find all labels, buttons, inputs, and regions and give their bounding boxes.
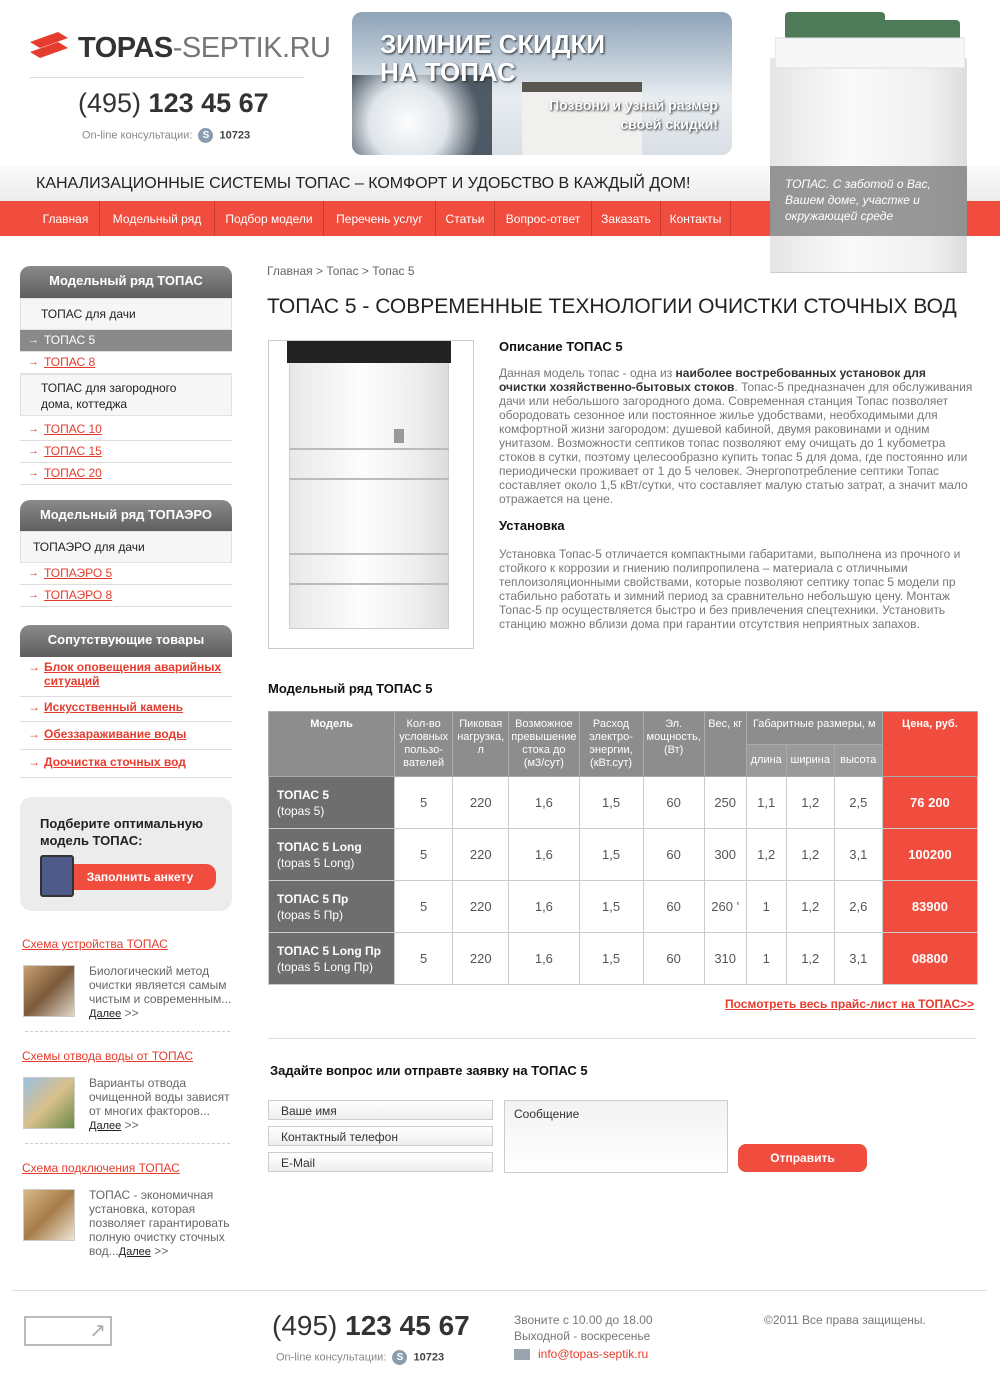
related-item[interactable]: → Доочистка сточных вод xyxy=(20,755,232,778)
name-field[interactable]: Ваше имя xyxy=(268,1100,493,1120)
cell-height: 2,5 xyxy=(834,777,882,829)
message-field[interactable]: Сообщение xyxy=(504,1100,728,1173)
related-item[interactable]: → Блок оповещения аварийных ситуаций xyxy=(20,660,232,697)
more-link[interactable]: Далее xyxy=(89,1120,122,1132)
sidebar-item-topas-20[interactable]: → ТОПАС 20 xyxy=(20,463,232,485)
col-height: высота xyxy=(834,744,882,777)
skype-icon[interactable]: S xyxy=(198,128,213,143)
divider xyxy=(25,1143,230,1144)
nav-model-selection[interactable]: Подбор модели xyxy=(215,201,324,236)
nav-model-range[interactable]: Модельный ряд xyxy=(100,201,215,236)
skype-id[interactable]: 10723 xyxy=(413,1351,445,1364)
cell-length: 1,1 xyxy=(746,777,786,829)
arrow-right-icon: → xyxy=(28,467,39,479)
more-link[interactable]: Далее xyxy=(118,1246,151,1258)
models-table xyxy=(268,711,978,985)
sidebar-topas-country[interactable]: ТОПАС для загородного дома, коттеджа xyxy=(20,374,232,416)
footer-email xyxy=(514,1347,648,1361)
arrow-right-icon: → xyxy=(28,700,40,714)
sidebar-item-topas-5[interactable]: → ТОПАС 5 xyxy=(20,330,232,352)
cell-energy: 1,5 xyxy=(579,933,643,985)
cell-power: 60 xyxy=(643,829,704,881)
cell-power: 60 xyxy=(643,777,704,829)
cell-weight: 300 xyxy=(704,829,746,881)
cell-excess: 1,6 xyxy=(509,881,579,933)
fill-form-button[interactable]: Заполнить анкету xyxy=(64,864,216,890)
email-link[interactable]: info@topas-septik.ru xyxy=(538,1347,649,1361)
tagline-text: КАНАЛИЗАЦИОННЫЕ СИСТЕМЫ ТОПАС – КОМФОРТ И УДОБСТВО В КАЖДЫЙ ДОМ! xyxy=(36,175,691,192)
sidebar-topas-title: Модельный ряд ТОПАС xyxy=(20,266,232,298)
related-item[interactable]: → Искусственный камень xyxy=(20,700,232,722)
header-phone: (495) 123 45 67 xyxy=(78,88,269,118)
arrow-right-icon: → xyxy=(28,567,39,579)
col-power: Эл. мощность, (Вт) xyxy=(643,712,704,777)
cell-users: 5 xyxy=(395,881,453,933)
scheme-desc-2: Варианты отвода очищенной воды зависят от многих факторов... Далее >> xyxy=(89,1076,230,1132)
col-excess: Возможное превышение стока до (м3/сут) xyxy=(509,712,579,777)
cell-width: 1,2 xyxy=(786,881,834,933)
nav-home[interactable]: Главная xyxy=(32,201,100,236)
col-weight: Вес, кг xyxy=(704,712,746,777)
col-energy: Расход электро-энергии, (кВт.сут) xyxy=(579,712,643,777)
scheme-thumbnail-2[interactable] xyxy=(23,1077,75,1129)
site-logo[interactable] xyxy=(28,26,331,76)
arrow-right-icon: → xyxy=(28,589,39,601)
arrow-right-icon: → xyxy=(28,423,39,435)
arrow-up-right-icon: ↗ xyxy=(89,1320,106,1342)
picker-title: Подберите оптимальную модель ТОПАС: xyxy=(40,816,204,848)
models-table-title: Модельный ряд ТОПАС 5 xyxy=(268,681,433,696)
cell-excess: 1,6 xyxy=(509,933,579,985)
cell-power: 60 xyxy=(643,881,704,933)
banner-subtitle: Позвони и узнай размер своей скидки! xyxy=(549,97,718,132)
table-row xyxy=(269,881,978,933)
nav-contacts[interactable]: Контакты xyxy=(661,201,731,236)
tank-ribs-icon xyxy=(289,359,449,629)
banner-title: ЗИМНИЕ СКИДКИ НА ТОПАС xyxy=(380,29,606,87)
related-item[interactable]: → Обеззараживание воды xyxy=(20,727,232,750)
arrow-right-icon: → xyxy=(28,334,39,346)
cell-peak: 220 xyxy=(453,777,509,829)
footer-consult: On-line консультации: S 10723 xyxy=(276,1351,445,1364)
col-width: ширина xyxy=(786,744,834,777)
scheme-link-3[interactable]: Схема подключения ТОПАС xyxy=(22,1161,180,1175)
model-picker-widget xyxy=(20,797,232,911)
sidebar-item-aero-5[interactable]: → ТОПАЭРО 5 xyxy=(20,563,232,585)
price-list-link[interactable]: Посмотреть весь прайс-лист на ТОПАС>> xyxy=(725,997,975,1011)
footer-divider xyxy=(12,1290,987,1291)
cell-users: 5 xyxy=(395,777,453,829)
table-row xyxy=(269,777,978,829)
online-consult: On-line консультации: S 10723 xyxy=(82,129,251,142)
sidebar-related-title: Сопутствующие товары xyxy=(20,625,232,657)
email-field[interactable]: E-Mail xyxy=(268,1152,493,1172)
col-model: Модель xyxy=(269,712,395,777)
logo-text: TOPAS-SEPTIK.RU xyxy=(78,32,331,64)
banner-photo-tree xyxy=(352,75,492,155)
installation-title: Установка xyxy=(499,518,565,533)
breadcrumb[interactable]: Главная > Топас > Топас 5 xyxy=(267,264,415,278)
col-price: Цена, руб. xyxy=(882,712,977,777)
description-title: Описание ТОПАС 5 xyxy=(499,339,623,354)
skype-id[interactable]: 10723 xyxy=(219,129,251,142)
sidebar-topas-dacha[interactable]: ТОПАС для дачи xyxy=(20,298,232,330)
arrow-right-icon: → xyxy=(28,445,39,457)
table-row xyxy=(269,933,978,985)
cell-excess: 1,6 xyxy=(509,829,579,881)
footer-logo-box[interactable] xyxy=(24,1316,112,1346)
arrow-right-icon: → xyxy=(28,755,40,769)
col-dimensions: Габаритные размеры, м xyxy=(746,712,882,745)
cell-length: 1,2 xyxy=(746,829,786,881)
skype-icon[interactable]: S xyxy=(392,1350,407,1365)
model-name-cell[interactable]: ТОПАС 5 Пр (topas 5 Пр) xyxy=(269,881,395,933)
cell-length: 1 xyxy=(746,933,786,985)
description-text: Данная модель топас - одна из наиболее востребованных установок для очистки хозяйственно-бытовых стоков. Топас-5 предназначен для обслуживания дачи или небольшого загородного дома. Современная станция Топас позволяет обородовать сезонное или постоянное жилье удобствами, необходимыми для комфортной жизни загородом: душевой кабиной, двумя раковинами и одним унитазом. Возможности септиков топас позволяют ему очищать до 1 кубометра стоков в сутки, поэтому целесообразно купить топас 5 для дома, где постоянно или периодически проживает от 1 до 5 человек. Энергопотребление септики Топас составляет около 1,5 кВт/сутки, что составляет малую статью затрат, а значит мало отражается на цене. xyxy=(499,366,973,506)
scheme-link-1[interactable]: Схема устройства ТОПАС xyxy=(22,937,168,951)
scheme-thumbnail-1[interactable] xyxy=(23,965,75,1017)
cell-height: 3,1 xyxy=(834,933,882,985)
cell-height: 2,6 xyxy=(834,881,882,933)
cell-users: 5 xyxy=(395,933,453,985)
sidebar-item-aero-8[interactable]: → ТОПАЭРО 8 xyxy=(20,585,232,607)
cell-energy: 1,5 xyxy=(579,881,643,933)
divider xyxy=(25,1031,230,1032)
sidebar-item-topas-8[interactable]: → ТОПАС 8 xyxy=(20,352,232,374)
scheme-link-2[interactable]: Схемы отвода воды от ТОПАС xyxy=(22,1049,193,1063)
cell-width: 1,2 xyxy=(786,777,834,829)
promo-banner[interactable] xyxy=(352,12,732,155)
cell-height: 3,1 xyxy=(834,829,882,881)
cell-users: 5 xyxy=(395,829,453,881)
sidebar-aero-dacha[interactable]: ТОПАЭРО для дачи xyxy=(20,531,232,563)
price-cell: 08800 xyxy=(882,933,977,985)
scheme-desc-1: Биологический метод очистки является самым чистым и современным... Далее >> xyxy=(89,964,232,1020)
divider xyxy=(268,1038,976,1039)
cell-peak: 220 xyxy=(453,933,509,985)
sidebar-item-topas-15[interactable]: → ТОПАС 15 xyxy=(20,441,232,463)
cell-length: 1 xyxy=(746,881,786,933)
nav-articles[interactable]: Статьи xyxy=(436,201,495,236)
table-row xyxy=(269,829,978,881)
nav-faq[interactable]: Вопрос-ответ xyxy=(495,201,592,236)
copyright: ©2011 Все права защищены. xyxy=(764,1313,926,1327)
page-title: ТОПАС 5 - СОВРЕМЕННЫЕ ТЕХНОЛОГИИ ОЧИСТКИ СТОЧНЫХ ВОД xyxy=(267,295,957,318)
cell-peak: 220 xyxy=(453,881,509,933)
nav-services[interactable]: Перечень услуг xyxy=(324,201,436,236)
model-name-cell[interactable]: ТОПАС 5 Long Пр (topas 5 Long Пр) xyxy=(269,933,395,985)
phone-field[interactable]: Контактный телефон xyxy=(268,1126,493,1146)
cell-width: 1,2 xyxy=(786,933,834,985)
price-cell: 100200 xyxy=(882,829,977,881)
cell-energy: 1,5 xyxy=(579,777,643,829)
scheme-thumbnail-3[interactable] xyxy=(23,1189,75,1241)
col-length: длина xyxy=(746,744,786,777)
divider xyxy=(30,77,304,78)
installation-text: Установка Топас-5 отличается компактными габаритами, выполнена из прочного и стойкого к коррозии и гниению полипропилена – материала с отличными теплоизоляционными свойствами, которые позволяют септику топас 5 модели пр стабильно работать и зимний период за сравнительно небольшую цену. Монтаж Топас-5 пр осуществляется быстро и без привлечения спецтехники. Установить станцию можно вблизи дома при гарантии отсутствия неприятных запахов. xyxy=(499,547,961,631)
col-peak: Пиковая нагрузка, л xyxy=(453,712,509,777)
cell-energy: 1,5 xyxy=(579,829,643,881)
send-button[interactable]: Отправить xyxy=(738,1144,867,1172)
nav-order[interactable]: Заказать xyxy=(592,201,661,236)
product-image[interactable] xyxy=(268,340,474,649)
price-cell: 76 200 xyxy=(882,777,977,829)
sidebar-aero-title: Модельный ряд ТОПАЭРО xyxy=(20,500,232,532)
arrow-right-icon: → xyxy=(28,356,39,368)
clipboard-icon xyxy=(40,855,74,897)
scheme-desc-3: ТОПАС - экономичная установка, которая позволяет гарантировать полную очистку сточных вод...Далее >> xyxy=(89,1188,230,1258)
arrow-right-icon: → xyxy=(28,660,40,674)
arrow-right-icon: → xyxy=(28,727,40,741)
model-name-cell[interactable]: ТОПАС 5 Long (topas 5 Long) xyxy=(269,829,395,881)
header-slogan: ТОПАС. С заботой о Вас, Вашем доме, участке и окружающей среде xyxy=(785,177,931,223)
working-hours: Звоните с 10.00 до 18.00 Выходной - воскресенье xyxy=(514,1313,653,1343)
tank-lid-icon xyxy=(775,10,965,70)
envelope-icon xyxy=(514,1349,530,1360)
sidebar-item-topas-10[interactable]: → ТОПАС 10 xyxy=(20,419,232,441)
cell-weight: 250 xyxy=(704,777,746,829)
price-cell: 83900 xyxy=(882,881,977,933)
cell-weight: 260 ' xyxy=(704,881,746,933)
cell-power: 60 xyxy=(643,933,704,985)
footer-phone: (495) 123 45 67 xyxy=(272,1310,470,1341)
col-users: Кол-во условных пользо-вателей xyxy=(395,712,453,777)
cell-weight: 310 xyxy=(704,933,746,985)
cell-width: 1,2 xyxy=(786,829,834,881)
model-name-cell[interactable]: ТОПАС 5 (topas 5) xyxy=(269,777,395,829)
cell-excess: 1,6 xyxy=(509,777,579,829)
logo-mark-icon xyxy=(28,30,72,64)
cell-peak: 220 xyxy=(453,829,509,881)
question-form-title: Задайте вопрос или отправте заявку на ТОПАС 5 xyxy=(270,1063,588,1078)
more-link[interactable]: Далее xyxy=(89,1008,122,1020)
